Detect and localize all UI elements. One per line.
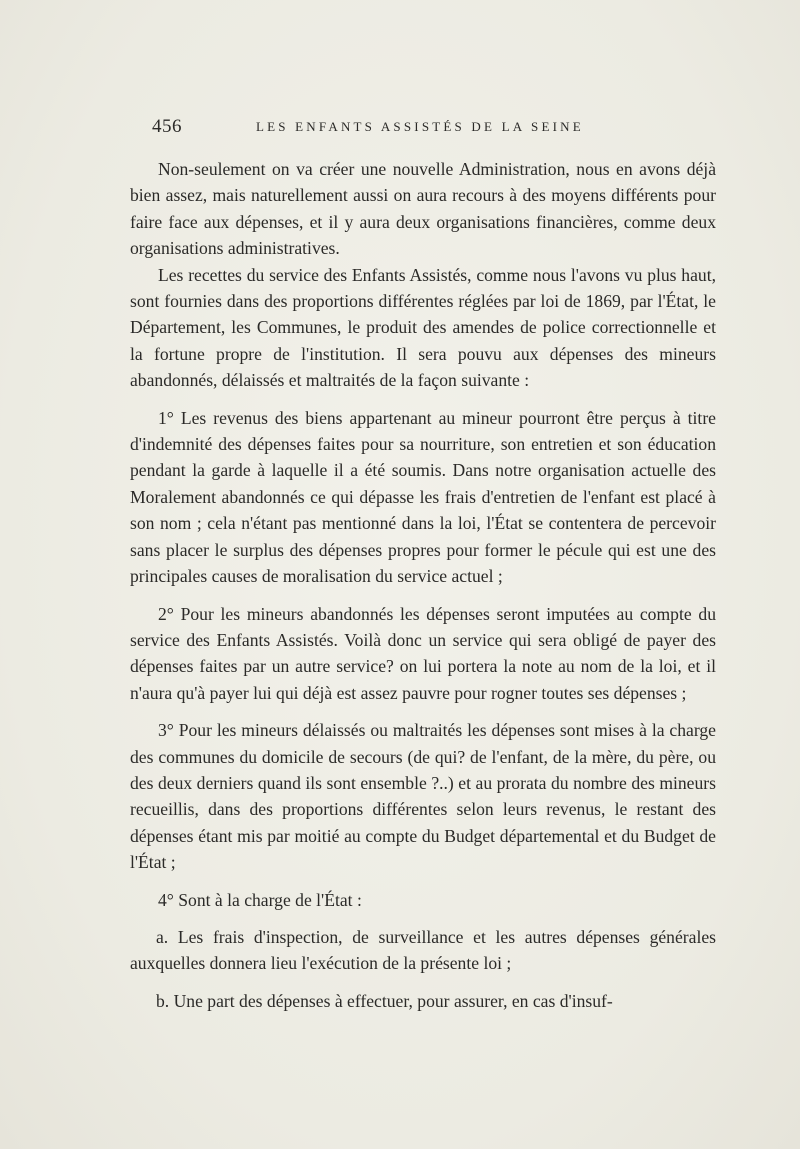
paragraph-recettes: Les recettes du service des Enfants Assistés, comme nous l'avons vu plus haut, sont fournies dans des proportions différentes réglées par loi de 1869, par l'État, le Département, les Communes, le produit des amendes de police correctionnelle et la fortune propre de l'institution. Il sera pouvu aux dépenses des mineurs abandonnés, délaissés et maltraités de la façon suivante : bbox=[130, 264, 716, 391]
paragraph-item-4: 4° Sont à la charge de l'État : bbox=[158, 889, 362, 910]
paragraph-item-3: 3° Pour les mineurs délaissés ou maltraités les dépenses sont mises à la charge des communes du domicile de secours (de qui? de l'enfant, de la mère, du père, ou des deux derniers quand ils sont ensemble ?..) et au prorata du nombre des mineurs recueillis, dans des proportions différentes selon leurs revenus, le restant des dépenses étant mis par moitié au compte du Budget départemental et du Budget de l'État ; bbox=[130, 720, 716, 873]
running-header bbox=[152, 116, 717, 140]
running-title: LES ENFANTS ASSISTÉS DE LA SEINE bbox=[256, 119, 584, 134]
body-text bbox=[130, 156, 716, 1014]
paragraph-item-b: b. Une part des dépenses à effectuer, pour assurer, en cas d'insuf- bbox=[156, 990, 613, 1011]
paragraph-item-2: 2° Pour les mineurs abandonnés les dépenses seront imputées au compte du service des Enfants Assistés. Voilà donc un service qui sera obligé de payer des dépenses faites par un autre service? on lui portera la note au nom de la loi, et il n'aura qu'à payer lui qui déjà est assez pauvre pour rogner toutes ses dépenses ; bbox=[130, 603, 716, 703]
paragraph-item-1: 1° Les revenus des biens appartenant au mineur pourront être perçus à titre d'indemnité des dépenses faites pour sa nourriture, son entretien et son éducation pendant la garde à laquelle il a été soumis. Dans notre organisation actuelle des Moralement abandonnés ce qui dépasse les frais d'entretien de l'enfant est placé à son nom ; cela n'étant pas mentionné dans la loi, l'État se contentera de percevoir sans placer le surplus des dépenses propres pour former le pécule qui est une des principales causes de moralisation du service actuel ; bbox=[130, 407, 716, 587]
paragraph-item-a: a. Les frais d'inspection, de surveillance et les autres dépenses générales auxquelles donnera lieu l'exécution de la présente loi ; bbox=[130, 926, 716, 974]
paragraph-intro: Non-seulement on va créer une nouvelle Administration, nous en avons déjà bien assez, mais naturellement aussi on aura recours à des moyens différents pour faire face aux dépenses, et il y aura deux organisations financières, comme deux organisations administratives. bbox=[130, 159, 716, 259]
page-number: 456 bbox=[152, 116, 182, 137]
